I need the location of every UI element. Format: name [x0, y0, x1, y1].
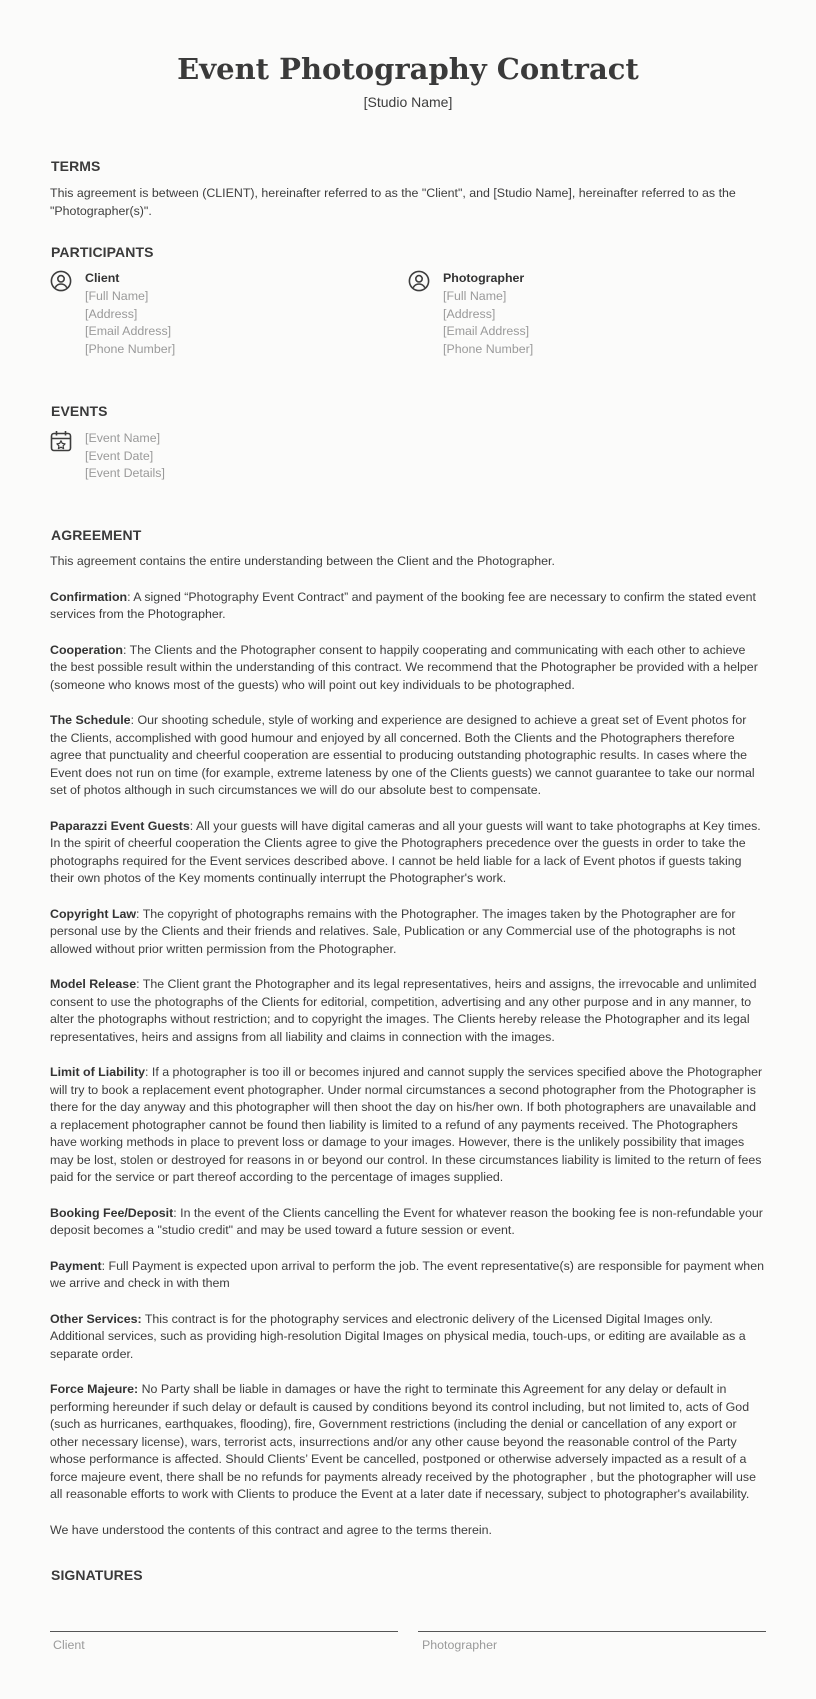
clause-term: Cooperation [50, 642, 123, 657]
clause-cooperation: Cooperation: The Clients and the Photographer consent to happily cooperating and communicating with each other to achieve the best possible result within the understanding of this contract. We recommend that the Photographer be provided with a helper (someone who knows most of the guests) who will point out key individuals to be photographed. [50, 642, 758, 692]
photographer-full-name: [Full Name] [443, 289, 507, 303]
clause-term: Payment [50, 1258, 102, 1273]
agreement-closing: We have understood the contents of this contract and agree to the terms therein. [50, 1522, 492, 1537]
photographer-signature-line[interactable] [418, 1631, 766, 1632]
participants-heading: PARTICIPANTS [51, 244, 154, 260]
photographer-address: [Address] [443, 306, 496, 321]
clause-term: Booking Fee/Deposit [50, 1205, 174, 1220]
clause-copyright: Copyright Law: The copyright of photographs remains with the Photographer. The images taken by the Photographer are for personal use by the Clients and their friends and relatives. Sale, Publication or any Commercial use of the photographs is not allowed without prior written permission from the Photographer. [50, 906, 736, 956]
signatures-heading: SIGNATURES [51, 1567, 143, 1583]
photographer-email: [Email Address] [443, 324, 530, 338]
clause-paparazzi: Paparazzi Event Guests: All your guests will have digital cameras and all your guests will want to take photographs at Key times. In the spirit of cheerful cooperation the Clients agree to give the Photographers precedence over the guests in order to take the photographs required for the Event services described above. I cannot be held liable for a lack of Event photos if guests taking their own photos of the Key moments continually interrupt the Photographer's work. [50, 818, 761, 885]
clause-text: If a photographer is too ill or becomes injured and cannot supply the services specified above the Photographer will try to book a replacement event photographer. Under normal circumstances a second photographer from the Photographer is there for the day anyway and this photographer will then shoot the day on his/her own. If both photographers are unavailable and a replacement photographer cannot be found then liability is limited to a refund of any payments received. The Photographers have working methods in place to prevent loss or damage to your images. However, there is the unlikely possibility that images may be lost, stolen or destroyed for reasons in or beyond our control. In these circumstances liability is limited to the return of fees paid for the service or part thereof according to the percentage of images supplied. [50, 1065, 763, 1184]
clause-term: Paparazzi Event Guests [50, 818, 190, 833]
user-circle-icon [408, 270, 430, 292]
user-circle-icon [50, 270, 72, 292]
client-address: [Address] [85, 306, 138, 321]
clause-text: This contract is for the photography services and electronic delivery of the Licensed Digital Images only. Additional services, such as providing high-resolution Digital Images on physical media, touch-ups, or editing are available as a separate order. [50, 1311, 746, 1361]
clause-liability: Limit of Liability: If a photographer is too ill or becomes injured and cannot supply the services specified above the Photographer will try to book a replacement event photographer. Under normal circumstances a second photographer from the Photographer is there for the day anyway and this photographer will then shoot the day on his/her own. If both photographers are unavailable and a replacement photographer cannot be found then liability is limited to a refund of any payments received. The Photographers have working methods in place to prevent loss or damage to your images. However, there is the unlikely possibility that images may be lost, stolen or destroyed for reasons in or beyond our control. In these circumstances liability is limited to the return of fees paid for the service or part thereof according to the percentage of images supplied. [50, 1065, 763, 1184]
clause-text: The Client grant the Photographer and its legal representatives, heirs and assigns, the irrevocable and unlimited consent to use the photographs of the Clients for editorial, competition, advertising and any other purpose and in any manner, to alter the photographs without restriction; and to copyright the images. The Clients hereby release the Photographer and its legal representatives, heirs and assigns from all liability and claims in connection with the images. [50, 977, 757, 1044]
clause-payment: Payment: Full Payment is expected upon arrival to perform the job. The event representative(s) are responsible for payment when we arrive and check in with them [50, 1258, 764, 1290]
client-email: [Email Address] [85, 324, 172, 338]
clause-other-services [50, 1311, 766, 1364]
client-phone: [Phone Number] [85, 341, 176, 356]
clause-term: Force Majeure: [50, 1382, 139, 1396]
photographer-signature-label: Photographer [422, 1638, 498, 1652]
event-name: [Event Name] [85, 431, 161, 445]
clause-term: Other Services: [50, 1311, 142, 1326]
clause-confirmation: Confirmation: A signed “Photography Event Contract” and payment of the booking fee are necessary to confirm the stated event services from the Photographer. [50, 589, 756, 621]
clause-term: Copyright Law [50, 906, 137, 921]
calendar-star-icon [50, 430, 72, 452]
document-title: Event Photography Contract [177, 52, 639, 86]
agreement-body [50, 553, 766, 1557]
clause-text: A signed “Photography Event Contract” and payment of the booking fee are necessary to confirm the stated event services from the Photographer. [50, 589, 756, 621]
client-full-name: [Full Name] [85, 289, 149, 303]
clause-text: All your guests will have digital cameras and all your guests will want to take photographs at Key times. In the spirit of cheerful cooperation the Clients agree to give the Photographers precedence over the guests in order to take the photographs required for the Event services described above. I cannot be held liable for a lack of Event photos if guests taking their own photos of the Key moments continually interrupt the Photographer's work. [50, 818, 761, 885]
clause-term: Confirmation [50, 589, 128, 604]
clause-model-release: Model Release: The Client grant the Photographer and its legal representatives, heirs and assigns, the irrevocable and unlimited consent to use the photographs of the Clients for editorial, competition, advertising and any other purpose and in any manner, to alter the photographs without restriction; and to copyright the images. The Clients hereby release the Photographer and its legal representatives, heirs and assigns from all liability and claims in connection with the images. [50, 977, 757, 1044]
photographer-role-label: Photographer [443, 271, 525, 285]
clause-booking-fee: Booking Fee/Deposit: In the event of the Clients cancelling the Event for whatever reason the booking fee is non-refundable your deposit becomes a "studio credit" and may be used toward a future session or event. [50, 1205, 763, 1237]
agreement-heading: AGREEMENT [51, 527, 142, 543]
clause-schedule: The Schedule: Our shooting schedule, style of working and experience are designed to achieve a great set of Event photos for the Clients, accomplished with good humour and enjoyed by all concerned. Both the Clients and the Photographers therefore agree that punctuality and cheerful cooperation are essential to producing outstanding photographic results. In cases where the Event does not run on time (for example, extreme lateness by one of the Clients guests) we cannot guarantee to take our normal set of photos although in such circumstances we will do our absolute best to compensate. [50, 713, 755, 797]
terms-text: This agreement is between (CLIENT), hereinafter referred to as the "Client", and [Studio Name], hereinafter referred to as the "Photographer(s)". [50, 186, 736, 218]
client-signature-label: Client [53, 1638, 85, 1652]
clause-text: Our shooting schedule, style of working and experience are designed to achieve a great set of Event photos for the Clients, accomplished with good humour and enjoyed by all concerned. Both the Clients and the Photographers therefore agree that punctuality and cheerful cooperation are essential to producing outstanding photographic results. In cases where the Event does not run on time (for example, extreme lateness by one of the Clients guests) we cannot guarantee to take our normal set of photos although in such circumstances we will do our absolute best to compensate. [50, 713, 755, 797]
client-signature-line[interactable] [50, 1631, 398, 1632]
clause-term: Limit of Liability [50, 1065, 145, 1079]
clause-force-majeure [50, 1381, 766, 1504]
clause-term: Model Release [50, 977, 137, 991]
clause-text: No Party shall be liable in damages or have the right to terminate this Agreement for any delay or default in performing hereunder if such delay or default is caused by conditions beyond its control including, but not limited to, acts of God (such as hurricanes, earthquakes, flooding), fire, Government restrictions (including the denial or cancellation of any export or other necessary license), wars, terrorist acts, insurrections and/or any other cause beyond the reasonable control of the Party whose performance is affected. Should Clients’ Event be cancelled, postponed or otherwise adversely impacted as a result of a force majeure event, there shall be no refunds for payments already received by the photographer , but the photographer will use all reasonable efforts to work with Clients to produce the Event at a later date if necessary, subject to photographer's availability. [50, 1382, 757, 1501]
clause-text: The copyright of photographs remains with the Photographer. The images taken by the Photographer are for personal use by the Clients and their friends and relatives. Sale, Publication or any Commercial use of the photographs is not allowed without prior written permission from the Photographer. [50, 906, 736, 956]
agreement-intro: This agreement contains the entire understanding between the Client and the Photographer. [50, 554, 555, 568]
clause-text: In the event of the Clients cancelling the Event for whatever reason the booking fee is non-refundable your deposit becomes a "studio credit" and may be used toward a future session or event. [50, 1205, 763, 1237]
studio-name: [Studio Name] [363, 94, 453, 110]
client-role-label: Client [85, 271, 120, 285]
events-heading: EVENTS [51, 403, 108, 419]
event-date: [Event Date] [85, 448, 154, 463]
photographer-phone: [Phone Number] [443, 341, 534, 356]
terms-heading: TERMS [51, 158, 101, 174]
event-details-text: [Event Details] [85, 466, 165, 480]
clause-term: The Schedule [50, 713, 131, 727]
clause-text: Full Payment is expected upon arrival to perform the job. The event representative(s) are responsible for payment when we arrive and check in with them [50, 1258, 764, 1290]
clause-text: The Clients and the Photographer consent to happily cooperating and communicating with each other to achieve the best possible result within the understanding of this contract. We recommend that the Photographer be provided with a helper (someone who knows most of the guests) who will point out key individuals to be photographed. [50, 642, 758, 692]
